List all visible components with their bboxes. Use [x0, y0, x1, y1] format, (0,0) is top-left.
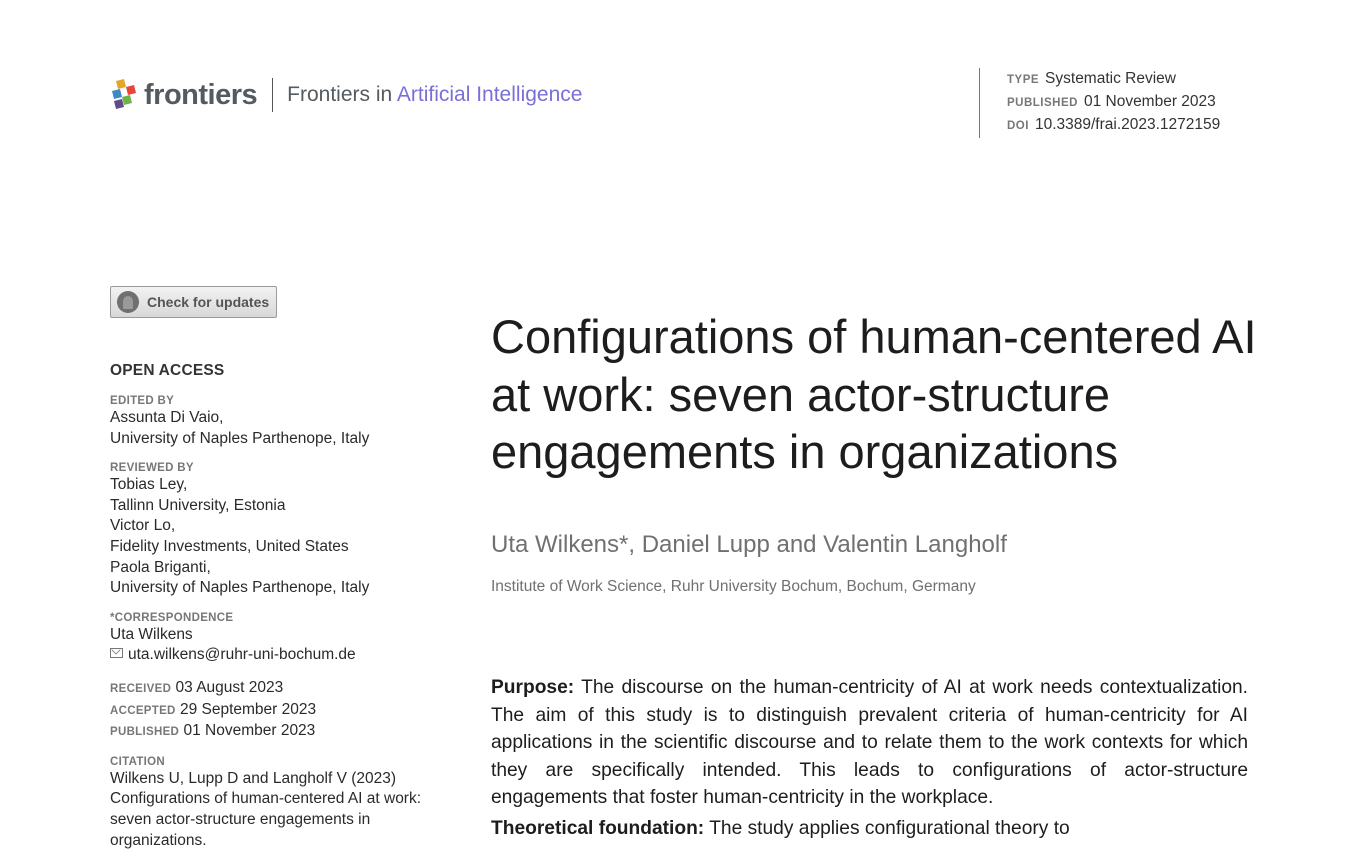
meta-type-label: TYPE — [1007, 74, 1040, 86]
citation-line: Wilkens U, Lupp D and Langholf V (2023) — [110, 769, 397, 787]
editor-affiliation: University of Naples Parthenope, Italy — [110, 429, 370, 447]
meta-type — [1007, 68, 1220, 91]
reviewer-line: Tallinn University, Estonia — [110, 496, 286, 514]
abstract-purpose — [491, 674, 1248, 812]
theory-text: The study applies configurational theory to — [709, 817, 1070, 839]
accepted-label: ACCEPTED — [110, 704, 176, 717]
reviewer-line: Fidelity Investments, United States — [110, 537, 349, 555]
open-access-label: OPEN ACCESS — [110, 362, 225, 379]
journal-prefix: Frontiers in — [287, 83, 393, 106]
citation-section — [110, 755, 460, 851]
article-affiliation: Institute of Work Science, Ruhr University Bochum, Bochum, Germany — [491, 578, 976, 595]
meta-doi-value[interactable]: 10.3389/frai.2023.1272159 — [1034, 116, 1221, 133]
article-abstract — [491, 674, 1248, 846]
header-divider — [272, 78, 273, 112]
journal-accent: Artificial Intelligence — [396, 83, 583, 106]
reviewed-by-label: REVIEWED BY — [110, 462, 194, 475]
accepted-value: 29 September 2023 — [179, 700, 317, 718]
check-for-updates-label: Check for updates — [147, 294, 270, 310]
editor-name: Assunta Di Vaio, — [110, 409, 224, 426]
citation-line: organizations. — [110, 831, 207, 849]
meta-published-value: 01 November 2023 — [1083, 93, 1216, 110]
meta-published — [1007, 91, 1220, 114]
reviewer-line: Paola Briganti, — [110, 558, 211, 576]
reviewed-by-section — [110, 461, 460, 599]
published-row — [110, 721, 460, 743]
published-value: 01 November 2023 — [183, 722, 316, 740]
article-sidebar — [110, 362, 460, 863]
citation-line: seven actor-structure engagements in — [110, 810, 371, 828]
received-label: RECEIVED — [110, 682, 172, 695]
correspondence-email[interactable]: uta.wilkens@ruhr-uni-bochum.de — [128, 646, 356, 664]
article-authors: Uta Wilkens*, Daniel Lupp and Valentin Langholf — [491, 531, 1007, 558]
journal-header — [110, 78, 582, 112]
purpose-text: The discourse on the human-centricity of AI at work needs contextualization. The aim of this study is to distinguish prevalent criteria of human-centricity for AI applications in the scientific discourse and to relate them to the work contexts for which they are specifically intended. This leads to configurations of actor-structure engagements that foster human-centricity in the workplace. — [491, 677, 1249, 809]
reviewer-line: Victor Lo, — [110, 517, 176, 535]
meta-doi-label: DOI — [1007, 120, 1029, 132]
mail-icon — [110, 648, 123, 658]
correspondence-section — [110, 611, 460, 666]
correspondence-name: Uta Wilkens — [110, 625, 193, 643]
reviewer-line: University of Naples Parthenope, Italy — [110, 579, 370, 597]
meta-published-label: PUBLISHED — [1007, 97, 1078, 109]
meta-type-value: Systematic Review — [1045, 70, 1176, 87]
frontiers-logo-icon — [110, 79, 138, 111]
edited-by-section — [110, 394, 460, 449]
check-for-updates-button[interactable] — [110, 286, 277, 318]
purpose-label: Purpose: — [491, 677, 575, 698]
received-row — [110, 678, 460, 700]
reviewer-line: Tobias Ley, — [110, 476, 188, 494]
publisher-name: frontiers — [144, 79, 258, 111]
abstract-theory — [491, 815, 1248, 843]
edited-by-label: EDITED BY — [110, 395, 175, 407]
published-label: PUBLISHED — [110, 726, 180, 739]
bookmark-icon — [117, 291, 139, 313]
accepted-row — [110, 700, 460, 722]
theory-label: Theoretical foundation: — [491, 817, 705, 839]
journal-name — [287, 78, 582, 112]
correspondence-label: *CORRESPONDENCE — [110, 611, 234, 624]
article-meta — [979, 68, 1220, 138]
received-value: 03 August 2023 — [175, 678, 284, 696]
dates-section — [110, 678, 460, 743]
citation-label: CITATION — [110, 755, 165, 768]
article-title: Configurations of human-centered AI at work: seven actor-structure engagements in organizations — [491, 310, 1257, 479]
meta-doi — [1007, 114, 1220, 137]
citation-line: Configurations of human-centered AI at work: — [110, 790, 422, 808]
correspondence-email-row — [110, 645, 460, 666]
